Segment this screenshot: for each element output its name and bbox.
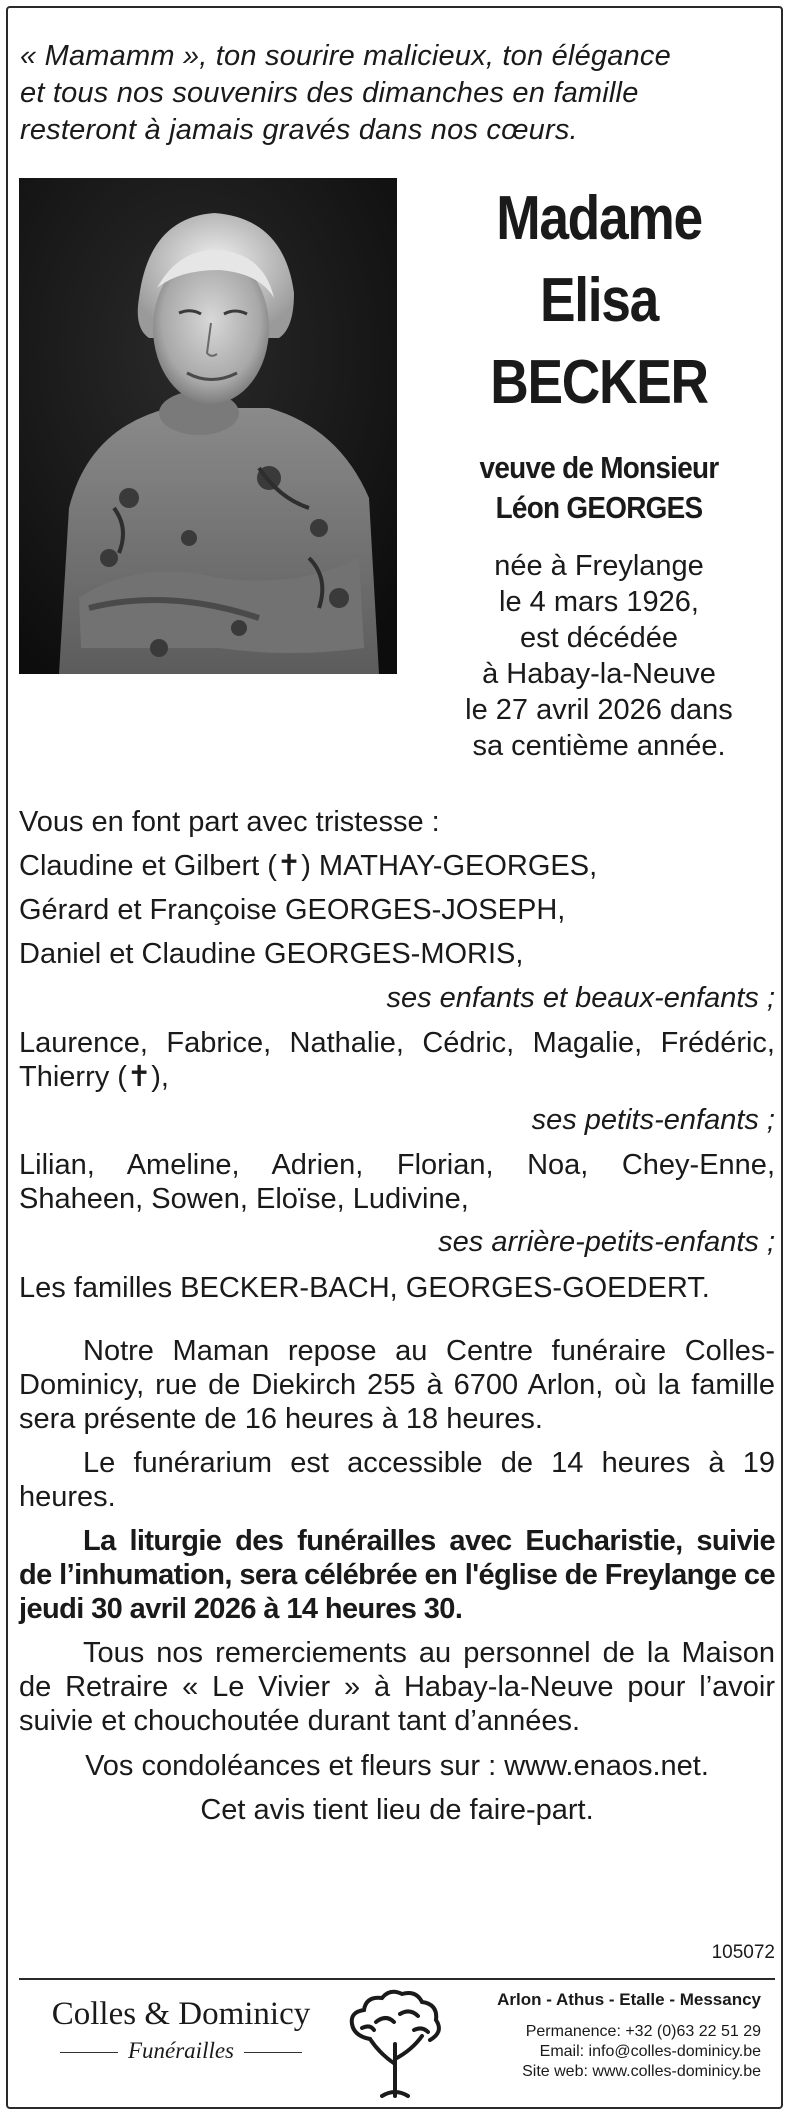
funerarium-paragraph: Le funérarium est accessible de 14 heures à 19 heures. [19, 1447, 775, 1513]
child-entry: Gérard et Françoise GEORGES-JOSEPH, [19, 894, 566, 926]
branch-towns: Arlon - Athus - Etalle - Messancy [497, 1990, 761, 2009]
bio-line: née à Freylange [494, 550, 704, 582]
families-line: Les familles BECKER-BACH, GEORGES-GOEDERT. [19, 1272, 710, 1304]
notice-line: Cet avis tient lieu de faire-part. [200, 1794, 594, 1826]
logo-main-text: Colles & Dominicy [51, 1996, 311, 2032]
bio-line: le 27 avril 2026 dans [465, 694, 733, 726]
quote-line: resteront à jamais gravés dans nos cœurs. [20, 114, 578, 146]
quote-line: « Mamamm », ton sourire malicieux, ton élégance [20, 40, 671, 72]
deceased-last-name: BECKER [490, 348, 708, 417]
grandchildren-list: Laurence, Fabrice, Nathalie, Cédric, Magalie, Frédéric, Thierry (✝), [19, 1027, 775, 1093]
child-entry: Daniel et Claudine GEORGES-MORIS, [19, 938, 524, 970]
contact-info [463, 1990, 761, 2082]
deceased-name-block [420, 178, 778, 764]
phone-line: Permanence: +32 (0)63 22 51 29 [525, 2023, 761, 2040]
widow-of [438, 448, 760, 528]
quote-line: et tous nos souvenirs des dimanches en famille [20, 77, 639, 109]
memorial-quote [20, 38, 774, 149]
rest-paragraph: Notre Maman repose au Centre funéraire Colles-Dominicy, rue de Diekirch 255 à 6700 Arlon, où la famille sera présente de 16 heures à 18 heures. [19, 1335, 775, 1435]
announcement-intro: Vous en font part avec tristesse : [19, 806, 440, 838]
bio-line: sa centième année. [472, 730, 726, 762]
birth-death-details [420, 548, 778, 764]
logo-subtitle [26, 2035, 336, 2067]
bio-line: le 4 mars 1926, [499, 586, 699, 618]
bio-line: est décédée [519, 622, 678, 654]
portrait-photo [19, 178, 397, 674]
portrait-illustration [19, 178, 397, 674]
children-label: ses enfants et beaux-enfants ; [386, 982, 775, 1014]
bio-line: à Habay-la-Neuve [482, 658, 716, 690]
funeral-home-logo [26, 1993, 336, 2067]
logo-subtitle-text: Funérailles [127, 2038, 235, 2063]
liturgy-paragraph: La liturgie des funérailles avec Eucharistie, suivie de l’inhumation, sera célébrée en l'église de Freylange ce jeudi 30 avril 2026 à 14 heures 30. [19, 1525, 775, 1625]
grandchildren-label: ses petits-enfants ; [531, 1104, 775, 1136]
condolences-line: Vos condoléances et fleurs sur : www.enaos.net. [85, 1750, 709, 1782]
great-grandchildren-list: Lilian, Ameline, Adrien, Florian, Noa, Chey-Enne, Shaheen, Sowen, Eloïse, Ludivine, [19, 1149, 775, 1215]
tree-icon [340, 1984, 450, 2104]
thanks-paragraph: Tous nos remerciements au personnel de la Maison de Retraire « Le Vivier » à Habay-la-Neuve pour l’avoir suivie et chouchoutée durant tant d’années. [19, 1637, 775, 1737]
website-line: Site web: www.colles-dominicy.be [522, 2063, 761, 2080]
funeral-details [19, 1334, 775, 1832]
widow-line: veuve de Monsieur [479, 450, 719, 485]
footer-divider [19, 1978, 775, 1980]
deceased-title: Madame [496, 184, 702, 253]
widow-line: Léon GEORGES [495, 490, 703, 525]
email-line: Email: info@colles-dominicy.be [539, 2043, 761, 2060]
great-grandchildren-label: ses arrière-petits-enfants ; [438, 1226, 775, 1258]
family-announcement [19, 800, 775, 1310]
reference-number: 105072 [711, 1942, 775, 1963]
deceased-first-name: Elisa [539, 266, 659, 335]
child-entry: Claudine et Gilbert (✝) MATHAY-GEORGES, [19, 850, 598, 882]
